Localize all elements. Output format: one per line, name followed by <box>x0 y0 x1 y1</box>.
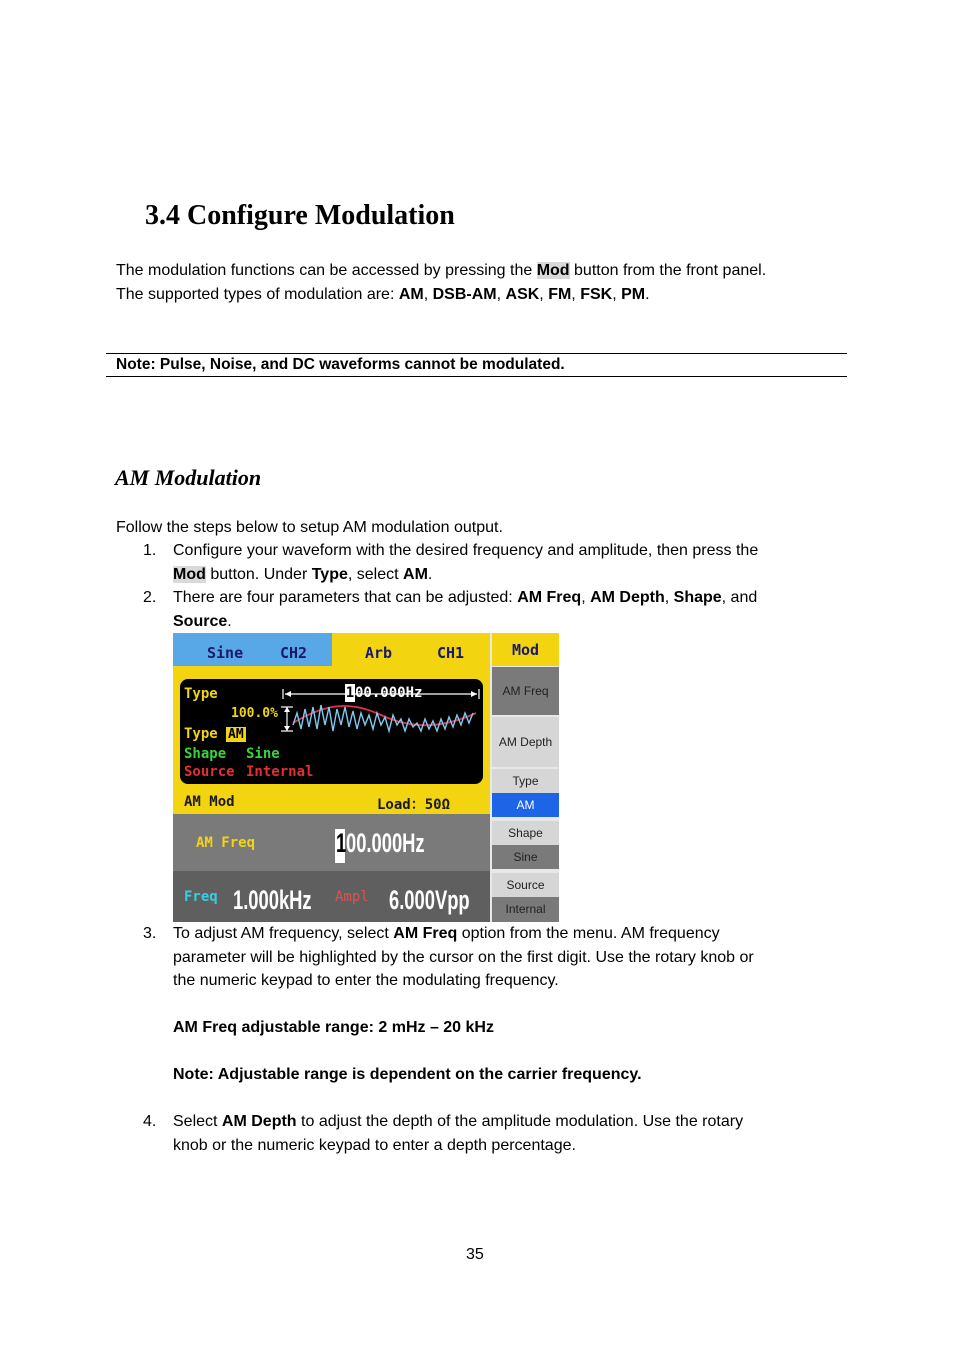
intro-paragraph: The modulation functions can be accessed by pressing the Mod button from the front panel. The supported types of modulation are: AM, DSB-AM, ASK, FM, FSK, PM. <box>116 262 767 303</box>
am-freq-range: AM Freq adjustable range: 2 mHz – 20 kHz <box>173 1019 494 1036</box>
type-softkey-value: AM <box>492 793 559 817</box>
channel-2-tab <box>173 633 332 666</box>
type-value: AM <box>228 727 244 742</box>
step-3-text: To adjust AM frequency, select AM Freq option from the menu. AM frequency parameter will be highlighted by the cursor on the first digit. Use the rotary knob or the numeric keypad to enter the modulating frequency. <box>173 925 754 989</box>
page-number: 35 <box>466 1246 484 1263</box>
tab-channel-label: CH1 <box>437 644 465 662</box>
param-label: AM Freq <box>196 835 256 851</box>
mod-button-ref: Mod <box>536 262 570 279</box>
am-depth-softkey[interactable]: AM Depth <box>492 717 559 767</box>
param-cursor-digit: 1 <box>336 828 347 858</box>
source-label: Source <box>184 764 235 780</box>
type-label: Type <box>184 686 218 702</box>
section-heading: 3.4 Configure Modulation <box>145 200 455 231</box>
ampl-value: 6.000Vpp <box>389 885 470 915</box>
freq-cursor: 1 <box>345 685 355 701</box>
tab-waveform-label: Sine <box>207 644 244 662</box>
type-label-2: Type <box>184 726 218 742</box>
range-note: Note: Adjustable range is dependent on the carrier frequency. <box>173 1066 642 1083</box>
freq-label: Freq <box>184 889 218 905</box>
instrument-screenshot <box>173 633 559 922</box>
ampl-label: Ampl <box>335 889 369 905</box>
source-softkey-value: Internal <box>492 897 559 922</box>
shape-label: Shape <box>184 746 227 762</box>
menu-title: Mod <box>511 641 540 659</box>
step-1-text: Configure your waveform with the desired frequency and amplitude, then press the Mod button. Under Type, select AM. <box>173 542 759 583</box>
shape-value: Sine <box>246 746 280 762</box>
step-number: 4. <box>143 1113 157 1130</box>
source-value: Internal <box>246 764 314 780</box>
channel-1-tab <box>332 633 490 666</box>
step-number: 3. <box>143 925 157 942</box>
type-softkey[interactable]: Type <box>492 769 559 793</box>
note-text: Note: Pulse, Noise, and DC waveforms cannot be modulated. <box>116 356 565 373</box>
tab-waveform-label: Arb <box>365 644 393 662</box>
step-2-text: There are four parameters that can be adjusted: AM Freq, AM Depth, Shape, and Source. <box>173 589 758 630</box>
load-status: Load：50Ω <box>377 797 451 813</box>
source-softkey[interactable]: Source <box>492 873 559 897</box>
shape-softkey[interactable]: Shape <box>492 821 559 845</box>
shape-softkey-value: Sine <box>492 845 559 869</box>
step-number: 2. <box>143 589 157 606</box>
step-4-text: Select AM Depth to adjust the depth of the amplitude modulation. Use the rotary knob or the numeric keypad to enter a depth percentage. <box>173 1113 744 1154</box>
follow-text: Follow the steps below to setup AM modulation output. <box>116 519 503 536</box>
mode-status: AM Mod <box>184 794 235 810</box>
depth-value: 100.0% <box>231 706 278 721</box>
am-freq-softkey[interactable]: AM Freq <box>492 667 559 715</box>
freq-value: 1.000kHz <box>233 885 312 915</box>
marker-frequency: 00.000Hz <box>355 685 423 701</box>
param-value: 00.000Hz <box>346 828 425 858</box>
am-modulation-title: AM Modulation <box>115 465 262 490</box>
tab-channel-label: CH2 <box>280 644 308 662</box>
step-number: 1. <box>143 542 157 559</box>
